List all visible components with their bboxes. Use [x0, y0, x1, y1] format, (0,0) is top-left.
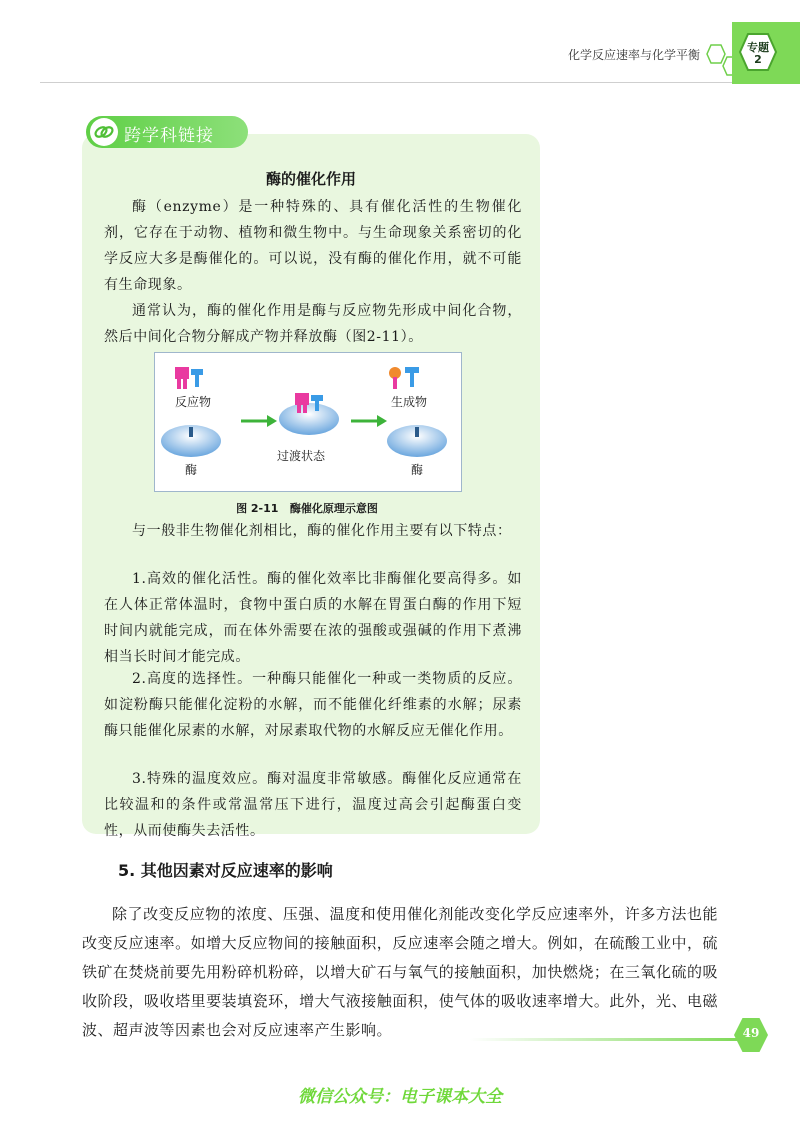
chapter-number: 2 — [754, 53, 762, 66]
enzyme-transition — [279, 403, 339, 435]
figure-caption — [154, 500, 460, 516]
footer-rule — [470, 1038, 740, 1041]
running-header: 化学反应速率与化学平衡 — [567, 48, 700, 62]
section-title: 酶的催化作用 — [265, 170, 356, 188]
section-heading: 5. 其他因素对反应速率的影响 — [118, 861, 333, 880]
feature-point-1: 1.高效的催化活性。酶的催化效率比非酶催化要高得多。如在人体正常体温时，食物中蛋白质的水解在胃蛋白酶的作用下短时间内就能完成，而在体外需要在浓的强酸或强碱的作用下煮沸相当长时间才能完成。 — [104, 571, 522, 665]
product-molecules — [389, 367, 419, 389]
label-enzyme-right: 酶 — [411, 463, 424, 477]
active-site — [415, 427, 419, 437]
label-enzyme-left: 酶 — [185, 463, 198, 477]
watermark: 微信公众号：电子课本大全 — [298, 1087, 502, 1107]
feature-point-2: 2.高度的选择性。一种酶只能催化一种或一类物质的反应。如淀粉酶只能催化淀粉的水解，而不能催化纤维素的水解；尿素酶只能催化尿素的水解，对尿素取代物的水解反应无催化作用。 — [104, 671, 522, 739]
panel-tab-title: 跨学科链接 — [124, 126, 214, 146]
features-intro: 与一般非生物催化剂相比，酶的催化作用主要有以下特点： — [132, 523, 512, 539]
chapter-label-line1: 专题 — [747, 41, 769, 54]
header-rule — [40, 82, 760, 83]
figure-enzyme-diagram — [154, 352, 462, 492]
label-product: 生成物 — [391, 395, 428, 409]
feature-point-3: 3.特殊的温度效应。酶对温度非常敏感。酶催化反应通常在比较温和的条件或常温常压下进行，温度过高会引起酶蛋白变性，从而使酶失去活性。 — [104, 771, 522, 839]
arrow-icon — [241, 415, 277, 427]
figure-number: 图 2-11 — [236, 502, 279, 515]
label-transition: 过渡状态 — [277, 449, 326, 463]
link-icon — [90, 118, 118, 146]
chain-link-icon — [90, 118, 118, 146]
body-paragraph: 除了改变反应物的浓度、压强、温度和使用催化剂能改变化学反应速率外，许多方法也能改变反应速率。如增大反应物间的接触面积，反应速率会随之增大。例如，在硫酸工业中，硫铁矿在焚烧前要先用粉碎机粉碎，以增大矿石与氧气的接触面积，加快燃烧；在三氧化硫的吸收阶段，吸收塔里要装填瓷环，增大气液接触面积，使气体的吸收速率增大。此外，光、电磁波、超声波等因素也会对反应速率产生影响。 — [82, 905, 718, 1039]
active-site — [189, 427, 193, 437]
arrow-icon — [351, 415, 387, 427]
intro-paragraph-2: 通常认为，酶的催化作用是酶与反应物先形成中间化合物，然后中间化合物分解成产物并释放酶（图2-11）。 — [104, 303, 522, 345]
page-number: 49 — [742, 1026, 760, 1040]
reactant-molecule — [175, 367, 203, 389]
figure-caption-text: 酶催化原理示意图 — [289, 502, 378, 515]
intro-paragraph-1: 酶（enzyme）是一种特殊的、具有催化活性的生物催化剂，它存在于动物、植物和微生物中。与生命现象关系密切的化学反应大多是酶催化的。可以说，没有酶的催化作用，就不可能有生命现象。 — [104, 199, 522, 293]
chapter-label — [744, 42, 772, 66]
label-reactant: 反应物 — [175, 395, 212, 409]
